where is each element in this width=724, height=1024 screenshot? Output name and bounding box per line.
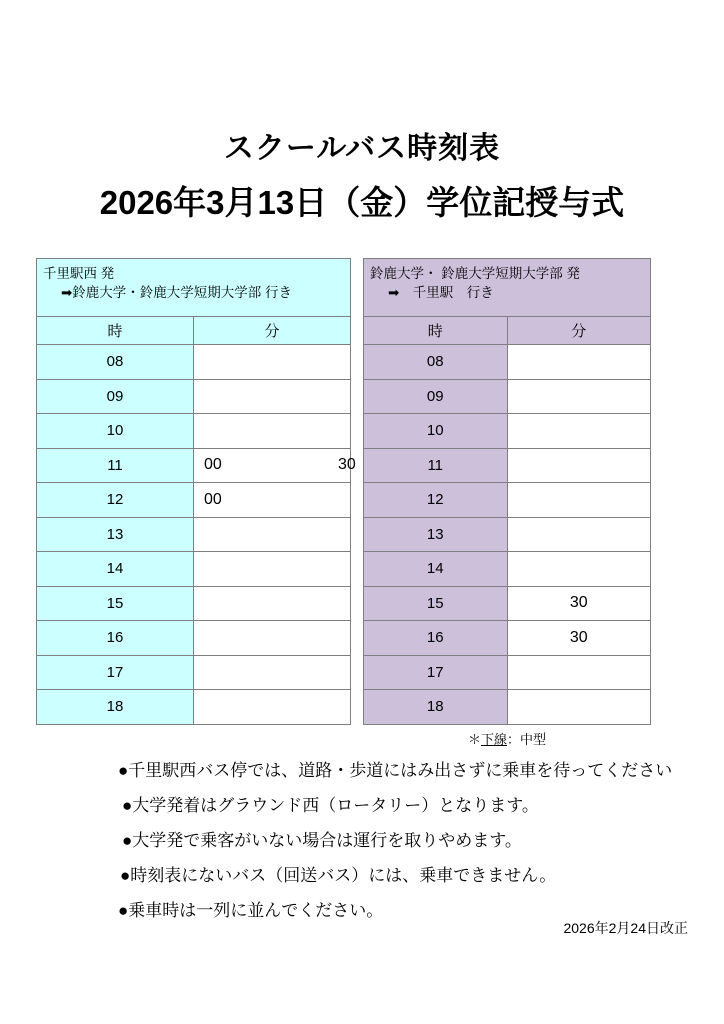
- legend-note: [363, 729, 651, 748]
- hour-cell: 18: [37, 690, 194, 725]
- minutes-cell: [194, 586, 351, 621]
- timetable-inbound: [363, 258, 651, 725]
- route-caption-row: [364, 259, 651, 317]
- route-destination: ➡鈴鹿大学・鈴鹿大学短期大学部 行き: [61, 285, 293, 301]
- legend-suffix: ：中型: [507, 732, 547, 747]
- route-caption: [37, 259, 351, 317]
- minutes-cell: [507, 517, 651, 552]
- legend-underlined-term: 下線: [480, 732, 507, 747]
- hour-cell: 16: [37, 621, 194, 656]
- hour-cell: 13: [37, 517, 194, 552]
- minutes-cell: [194, 379, 351, 414]
- hour-cell: 15: [364, 586, 508, 621]
- minutes-cell: [194, 414, 351, 449]
- timetable-row: [37, 517, 351, 552]
- departure-minute: 30: [569, 628, 588, 646]
- minutes-cell: [507, 345, 651, 380]
- timetable-row: [37, 552, 351, 587]
- column-header-hour: 時: [364, 317, 508, 345]
- minutes-cell: [507, 655, 651, 690]
- timetable-row: [364, 414, 651, 449]
- minutes-cell: [507, 690, 651, 725]
- timetable-row: [37, 655, 351, 690]
- timetable-row: [37, 414, 351, 449]
- notice-item: ●千里駅西バス停では、道路・歩道にはみ出さずに乗車を待ってください: [118, 761, 673, 780]
- hour-cell: 10: [37, 414, 194, 449]
- minutes-cell: [194, 483, 351, 518]
- page-title: スクールバス時刻表: [223, 132, 501, 165]
- minutes-cell: [194, 517, 351, 552]
- minutes-cell: [194, 655, 351, 690]
- notice-item: ●大学発で乗客がいない場合は運行を取りやめます。: [122, 831, 522, 850]
- column-header-minutes: 分: [507, 317, 651, 345]
- page-subtitle: 2026年3月13日（金）学位記授与式: [99, 184, 625, 221]
- timetable-row: [364, 655, 651, 690]
- route-origin: 千里駅西 発: [43, 266, 115, 281]
- column-header-row: [364, 317, 651, 345]
- minutes-cell: [194, 345, 351, 380]
- column-header-row: [37, 317, 351, 345]
- departure-minute: 30: [338, 456, 356, 474]
- hour-cell: 10: [364, 414, 508, 449]
- timetable-row: [37, 621, 351, 656]
- minutes-cell: [507, 552, 651, 587]
- minutes-cell: [194, 448, 356, 483]
- notice-item: ●大学発着はグラウンド西（ロータリー）となります。: [122, 796, 539, 815]
- hour-cell: 17: [37, 655, 194, 690]
- timetable-row: [37, 586, 351, 621]
- hour-cell: 17: [364, 655, 508, 690]
- hour-cell: 09: [37, 379, 194, 414]
- hour-cell: 14: [364, 552, 508, 587]
- hour-cell: 12: [364, 483, 508, 518]
- timetable-row: [364, 483, 651, 518]
- route-caption-row: [37, 259, 351, 317]
- hour-cell: 16: [364, 621, 508, 656]
- minutes-cell: [507, 621, 651, 656]
- hour-cell: 14: [37, 552, 194, 587]
- timetable-outbound: [36, 258, 356, 725]
- minutes-cell: [194, 621, 351, 656]
- minutes-cell: [507, 379, 651, 414]
- notice-item: ●乗車時は一列に並んでください。: [118, 901, 384, 920]
- departure-minute: 30: [569, 594, 588, 612]
- hour-cell: 12: [37, 483, 194, 518]
- hour-cell: 08: [37, 345, 194, 380]
- timetable-row: [37, 483, 351, 518]
- column-header-minutes: 分: [194, 317, 351, 345]
- timetable-row: [364, 690, 651, 725]
- timetable-row: [37, 345, 351, 380]
- route-origin: 鈴鹿大学・ 鈴鹿大学短期大学部 発: [370, 266, 581, 281]
- hour-cell: 11: [37, 448, 194, 483]
- minutes-cell: [507, 414, 651, 449]
- timetable-row: [364, 448, 651, 483]
- minutes-cell: [507, 448, 651, 483]
- hour-cell: 11: [364, 448, 508, 483]
- timetable-row: [364, 517, 651, 552]
- minutes-cell: [194, 690, 351, 725]
- departure-minute: 00: [204, 456, 222, 474]
- hour-cell: 18: [364, 690, 508, 725]
- minutes-cell: [507, 586, 651, 621]
- timetable-row: [37, 379, 351, 414]
- departure-minute: 00: [204, 490, 222, 508]
- timetable-row: [364, 586, 651, 621]
- timetable-row: [364, 379, 651, 414]
- hour-cell: 13: [364, 517, 508, 552]
- column-header-hour: 時: [37, 317, 194, 345]
- minutes-cell: [507, 483, 651, 518]
- timetable-row: [364, 621, 651, 656]
- route-caption: [364, 259, 651, 317]
- notice-item: ●時刻表にないバス（回送バス）には、乗車できません。: [120, 866, 557, 885]
- hour-cell: 15: [37, 586, 194, 621]
- minutes-cell: [194, 552, 351, 587]
- revision-date: 2026年2月24日改正: [563, 920, 688, 936]
- legend-prefix: ＊: [467, 732, 481, 747]
- timetable-row: [37, 448, 351, 483]
- route-destination: ➡ 千里駅 行き: [388, 285, 494, 301]
- hour-cell: 08: [364, 345, 508, 380]
- timetable-row: [364, 345, 651, 380]
- timetable-row: [37, 690, 351, 725]
- hour-cell: 09: [364, 379, 508, 414]
- timetable-row: [364, 552, 651, 587]
